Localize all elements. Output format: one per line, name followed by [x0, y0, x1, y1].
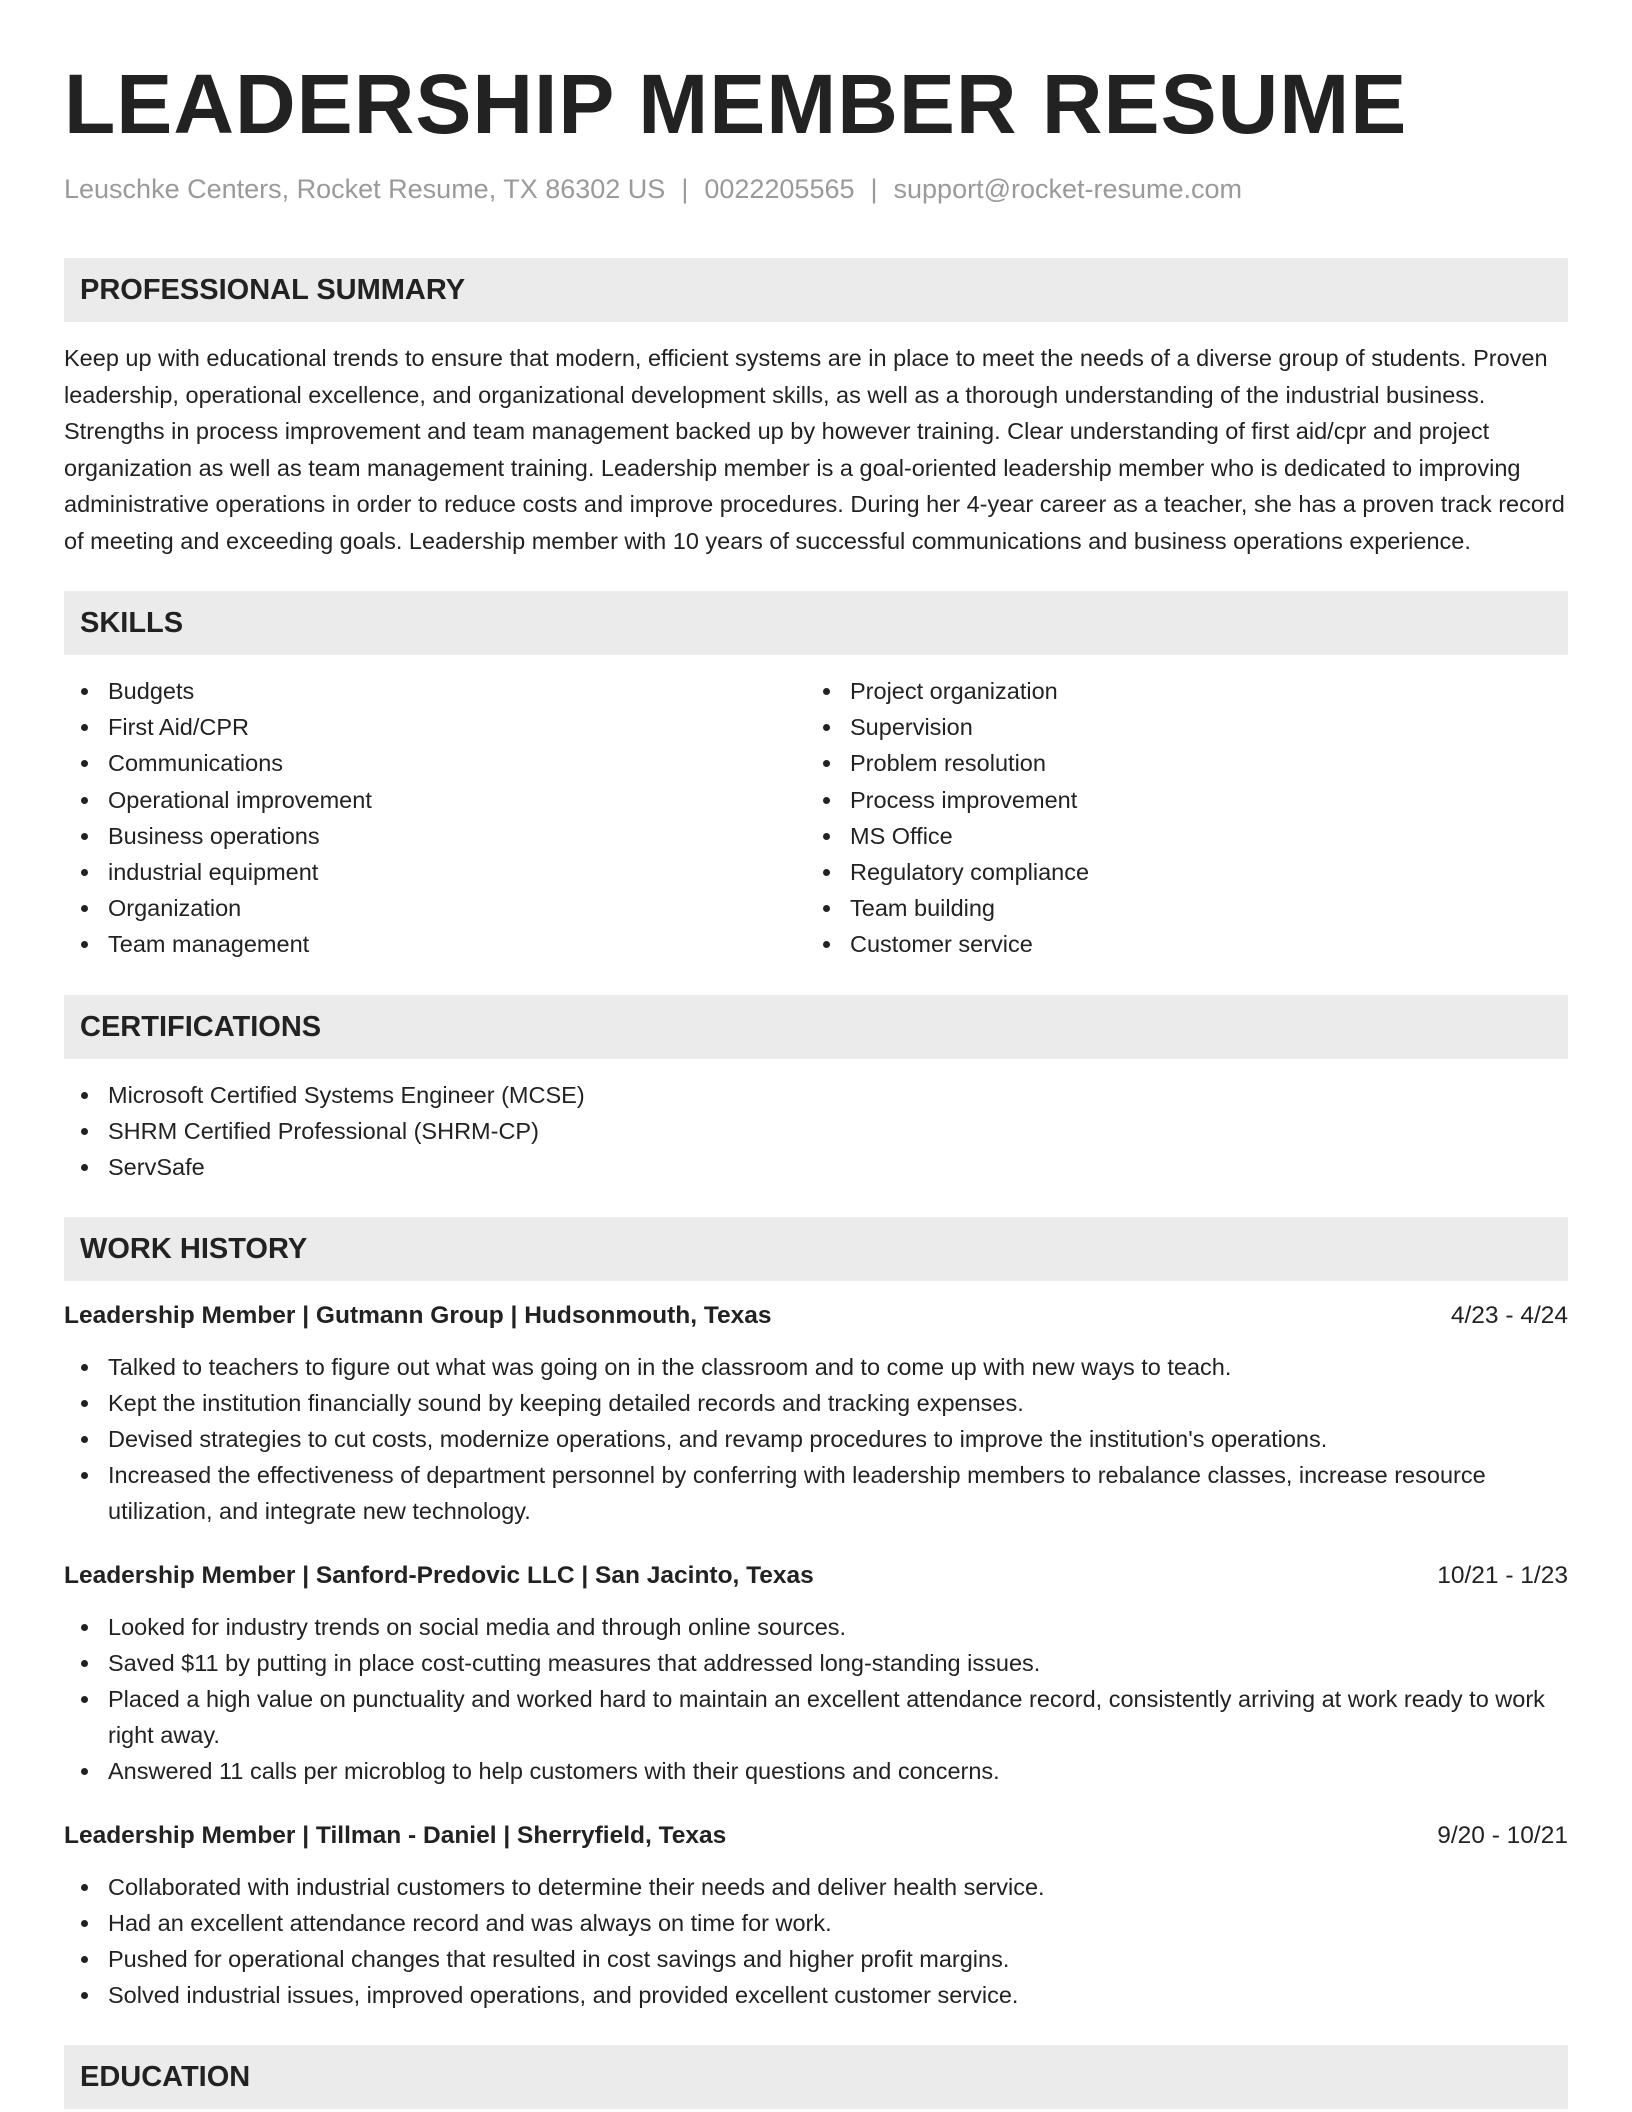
- section-header-certifications: CERTIFICATIONS: [64, 995, 1568, 1059]
- job-dates: 9/20 - 10/21: [1437, 1821, 1568, 1849]
- job-bullet: Talked to teachers to figure out what was going on in the classroom and to come up with new ways to teach.: [64, 1349, 1568, 1385]
- section-header-summary: PROFESSIONAL SUMMARY: [64, 258, 1568, 322]
- job-bullet: Collaborated with industrial customers to determine their needs and deliver health service.: [64, 1869, 1568, 1905]
- section-header-work-history: WORK HISTORY: [64, 1217, 1568, 1281]
- skill-item: MS Office: [806, 818, 1548, 854]
- skills-column-right: [806, 673, 1548, 963]
- job-bullets: [64, 1869, 1568, 2013]
- job-title: Leadership Member | Gutmann Group | Hudsonmouth, Texas: [64, 1301, 772, 1329]
- job-entry: [64, 1559, 1568, 1789]
- skills-list: [64, 673, 1568, 963]
- summary-text: Keep up with educational trends to ensure that modern, efficient systems are in place to meet the needs of a diverse group of students. Proven leadership, operational excellence, and organizational development skills, as well as a thorough understanding of the industrial business. Strengths in process improvement and team management backed up by however training. Clear understanding of first aid/cpr and project organization as well as team management training. Leadership member is a goal-oriented leadership member who is dedicated to improving administrative operations in order to reduce costs and improve procedures. During her 4-year career as a teacher, she has a proven track record of meeting and exceeding goals. Leadership member with 10 years of successful communications and business operations experience.: [64, 345, 1565, 554]
- skill-item: Project organization: [806, 673, 1548, 709]
- skill-item: Process improvement: [806, 782, 1548, 818]
- skill-item: Regulatory compliance: [806, 854, 1548, 890]
- job-bullet: Increased the effectiveness of department personnel by conferring with leadership members to rebalance classes, increase resource utilization, and integrate new technology.: [64, 1457, 1568, 1529]
- contact-line: [64, 172, 1568, 206]
- skills-column-left: [64, 673, 806, 963]
- job-entry: [64, 1819, 1568, 2013]
- certification-item: ServSafe: [64, 1149, 1568, 1185]
- job-header: [64, 1559, 1568, 1593]
- skill-item: Team building: [806, 890, 1548, 926]
- job-bullet: Devised strategies to cut costs, modernize operations, and revamp procedures to improve the institution's operations.: [64, 1421, 1568, 1457]
- job-bullet: Solved industrial issues, improved operations, and provided excellent customer service.: [64, 1977, 1568, 2013]
- skill-item: Customer service: [806, 926, 1548, 962]
- certification-item: Microsoft Certified Systems Engineer (MCSE): [64, 1077, 1568, 1113]
- job-dates: 4/23 - 4/24: [1450, 1301, 1568, 1329]
- certification-item: SHRM Certified Professional (SHRM-CP): [64, 1113, 1568, 1149]
- section-header-skills: SKILLS: [64, 591, 1568, 655]
- skill-item: Supervision: [806, 709, 1548, 745]
- certifications-list: [64, 1077, 1568, 1185]
- contact-email: support@rocket-resume.com: [893, 174, 1243, 204]
- section-header-education: EDUCATION: [64, 2045, 1568, 2109]
- contact-phone: 0022205565: [704, 174, 855, 204]
- job-bullet: Looked for industry trends on social media and through online sources.: [64, 1609, 1568, 1645]
- job-bullet: Answered 11 calls per microblog to help customers with their questions and concerns.: [64, 1753, 1568, 1789]
- skill-item: First Aid/CPR: [64, 709, 806, 745]
- job-bullet: Placed a high value on punctuality and worked hard to maintain an excellent attendance record, consistently arriving at work ready to work right away.: [64, 1681, 1568, 1753]
- job-bullets: [64, 1349, 1568, 1529]
- job-title: Leadership Member | Sanford-Predovic LLC | San Jacinto, Texas: [64, 1561, 814, 1589]
- job-dates: 10/21 - 1/23: [1437, 1561, 1568, 1589]
- job-entry: [64, 1299, 1568, 1529]
- job-bullet: Pushed for operational changes that resulted in cost savings and higher profit margins.: [64, 1941, 1568, 1977]
- job-title: Leadership Member | Tillman - Daniel | Sherryfield, Texas: [64, 1821, 727, 1849]
- skill-item: industrial equipment: [64, 854, 806, 890]
- contact-separator: |: [681, 174, 689, 204]
- job-header: [64, 1299, 1568, 1333]
- skill-item: Communications: [64, 745, 806, 781]
- skill-item: Budgets: [64, 673, 806, 709]
- job-header: [64, 1819, 1568, 1853]
- job-bullet: Saved $11 by putting in place cost-cutting measures that addressed long-standing issues.: [64, 1645, 1568, 1681]
- skill-item: Organization: [64, 890, 806, 926]
- job-bullets: [64, 1609, 1568, 1789]
- resume-page: [64, 0, 1568, 2109]
- skill-item: Business operations: [64, 818, 806, 854]
- contact-separator: |: [870, 174, 878, 204]
- job-bullet: Kept the institution financially sound by keeping detailed records and tracking expenses.: [64, 1385, 1568, 1421]
- job-bullet: Had an excellent attendance record and was always on time for work.: [64, 1905, 1568, 1941]
- skill-item: Team management: [64, 926, 806, 962]
- contact-address: Leuschke Centers, Rocket Resume, TX 86302 US: [64, 174, 666, 204]
- resume-title: LEADERSHIP MEMBER RESUME: [64, 57, 1408, 151]
- skill-item: Problem resolution: [806, 745, 1548, 781]
- skill-item: Operational improvement: [64, 782, 806, 818]
